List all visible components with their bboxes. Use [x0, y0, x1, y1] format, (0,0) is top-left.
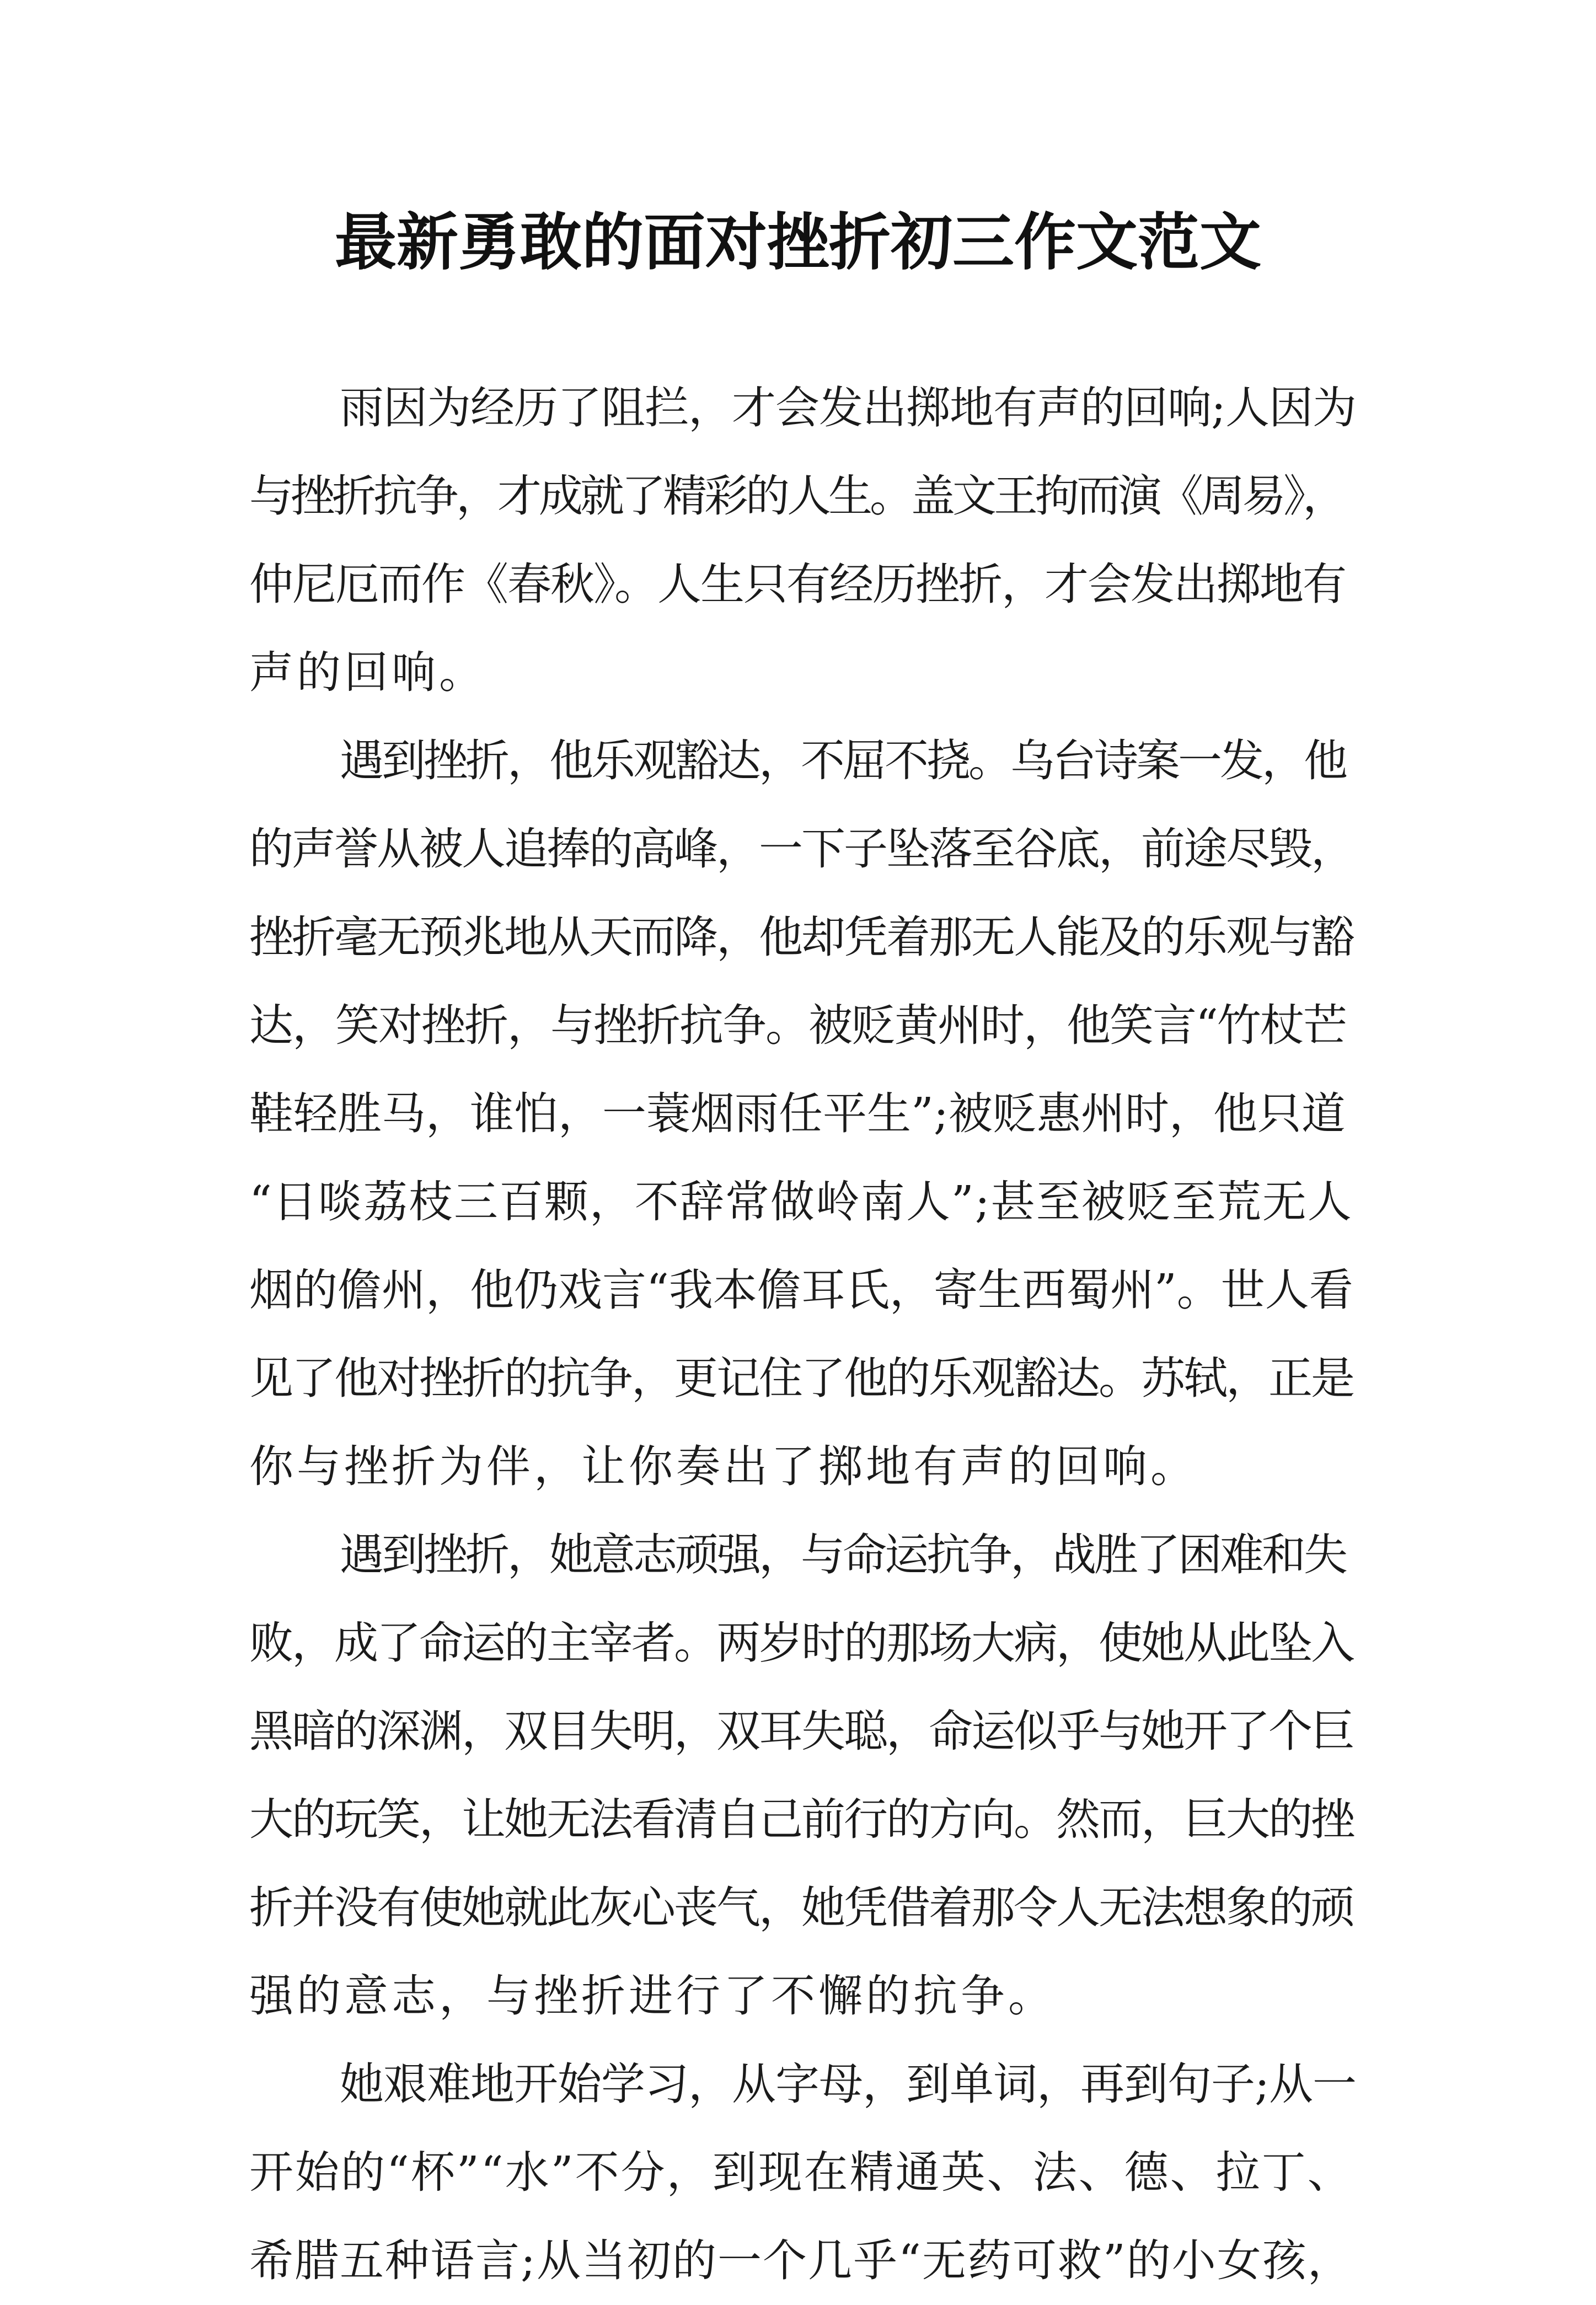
text-line: 声的回响。 — [249, 647, 486, 698]
text-line: 鞋轻胜马，谁怕，一蓑烟雨任平生”;被贬惠州时，他只道 — [249, 1088, 1346, 1139]
text-line: 强的意志，与挫折进行了不懈的抗争。 — [249, 1970, 1056, 2022]
paragraph-2 — [249, 717, 1358, 1511]
text-line: 挫折毫无预兆地从天而降，他却凭着那无人能及的乐观与豁 — [249, 912, 1353, 963]
text-line: 败，成了命运的主宰者。两岁时的那场大病，使她从此坠入 — [249, 1617, 1353, 1669]
text-line: 遇到挫折，她意志顽强，与命运抗争，战胜了困难和失 — [340, 1529, 1346, 1580]
document-title: 最新勇敢的面对挫折初三作文范文 — [335, 206, 1261, 278]
text-line: 你与挫折为伴，让你奏出了掷地有声的回响。 — [249, 1441, 1198, 1492]
text-line: 见了他对挫折的抗争，更记住了他的乐观豁达。苏轼，正是 — [249, 1353, 1353, 1404]
text-line: “日啖荔枝三百颗，不辞常做岭南人”;甚至被贬至荒无人 — [249, 1176, 1353, 1227]
text-line: 达，笑对挫折，与挫折抗争。被贬黄州时，他笑言“竹杖芒 — [249, 1000, 1346, 1051]
text-line: 大的玩笑，让她无法看清自己前行的方向。然而，巨大的挫 — [249, 1794, 1353, 1845]
text-line: 遇到挫折，他乐观豁达，不屈不挠。乌台诗案一发，他 — [340, 735, 1346, 786]
text-line: 的声誉从被人追捧的高峰，一下子坠落至谷底，前途尽毁， — [249, 823, 1353, 875]
paragraph-1 — [249, 364, 1358, 717]
text-line: 她艰难地开始学习，从字母，到单词，再到句子;从一 — [340, 2059, 1356, 2110]
text-line: 开始的“杯”“水”不分，到现在精通英、法、德、拉丁、 — [249, 2147, 1353, 2198]
document-body — [249, 364, 1358, 2305]
text-line: 仲尼厄而作《春秋》。人生只有经历挫折，才会发出掷地有 — [249, 559, 1346, 610]
text-line: 烟的儋州，他仍戏言“我本儋耳氏，寄生西蜀州”。世人看 — [249, 1264, 1353, 1316]
text-line: 与挫折抗争，才成就了精彩的人生。盖文王拘而演《周易》， — [249, 470, 1344, 522]
text-line: 折并没有使她就此灰心丧气，她凭借着那令人无法想象的顽 — [249, 1882, 1353, 1933]
text-line: 黑暗的深渊，双目失明，双耳失聪，命运似乎与她开了个巨 — [249, 1706, 1353, 1757]
paragraph-4 — [249, 2040, 1358, 2305]
paragraph-3 — [249, 1511, 1358, 2040]
text-line: 希腊五种语言;从当初的一个几乎“无药可救”的小女孩， — [249, 2235, 1353, 2286]
text-line: 雨因为经历了阻拦，才会发出掷地有声的回响;人因为 — [340, 382, 1356, 433]
